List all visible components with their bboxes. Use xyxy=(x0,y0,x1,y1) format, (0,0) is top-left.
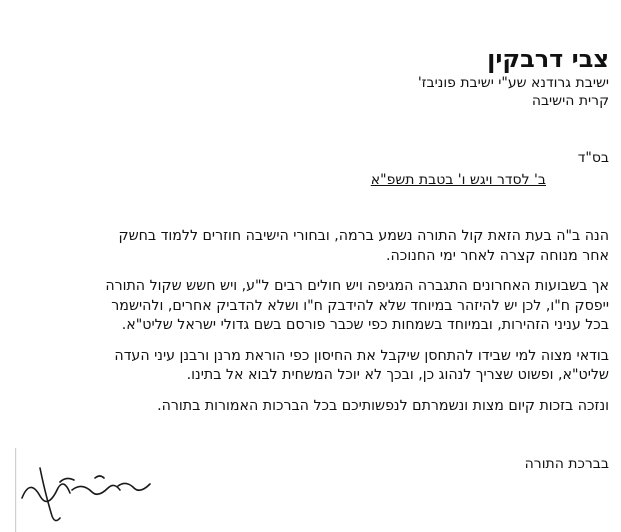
body-paragraph: ונזכה בזכות קיום מצות ונשמרתם לנפשותיכם בכל הברכות האמורות בתורה. xyxy=(157,397,609,414)
letter-date: ב' לסדר ויגש ו' בטבת תשפ"א xyxy=(370,172,546,188)
closing-salutation: בברכת התורה xyxy=(524,456,609,472)
letterhead-name: צבי דרבקין xyxy=(487,45,609,73)
letterhead-institution: ישיבת גרודנא שע"י ישיבת פוניבז' xyxy=(417,75,609,91)
bsd-header: בס"ד xyxy=(577,150,609,166)
body-paragraph: הנה ב"ה בעת הזאת קול התורה נשמע ברמה, ובחורי הישיבה חוזרים ללמוד בחשק אחר מנוחה קצרה לאחר ימי החנוכה. xyxy=(118,228,609,264)
letter-body xyxy=(95,227,609,427)
letterhead-location: קרית הישיבה xyxy=(531,93,609,109)
handwritten-signature xyxy=(0,438,160,532)
letterhead xyxy=(418,44,609,110)
body-paragraph: אך בשבועות האחרונים התגברה המגיפה ויש חולים רבים ל"ע, ויש חשש שקול התורה ייפסק ח"ו, לכן יש להיזהר במיוחד שלא להידבק ח"ו ושלא להדביק אחרים, ולהישמר בכל עניני הזהירות, ובמיוחד בשמחות כפי שכבר פורסם בשם גדולי ישראל שליט"א. xyxy=(105,278,609,333)
body-paragraph: בודאי מצוה למי שבידו להתחסן שיקבל את החיסון כפי הוראת מרנן ורבנן עיני העדה שליט"א, ופשוט שצריך לנהוג כן, ובכך לא יוכל המשחית לבוא אל בתינו. xyxy=(114,347,609,383)
